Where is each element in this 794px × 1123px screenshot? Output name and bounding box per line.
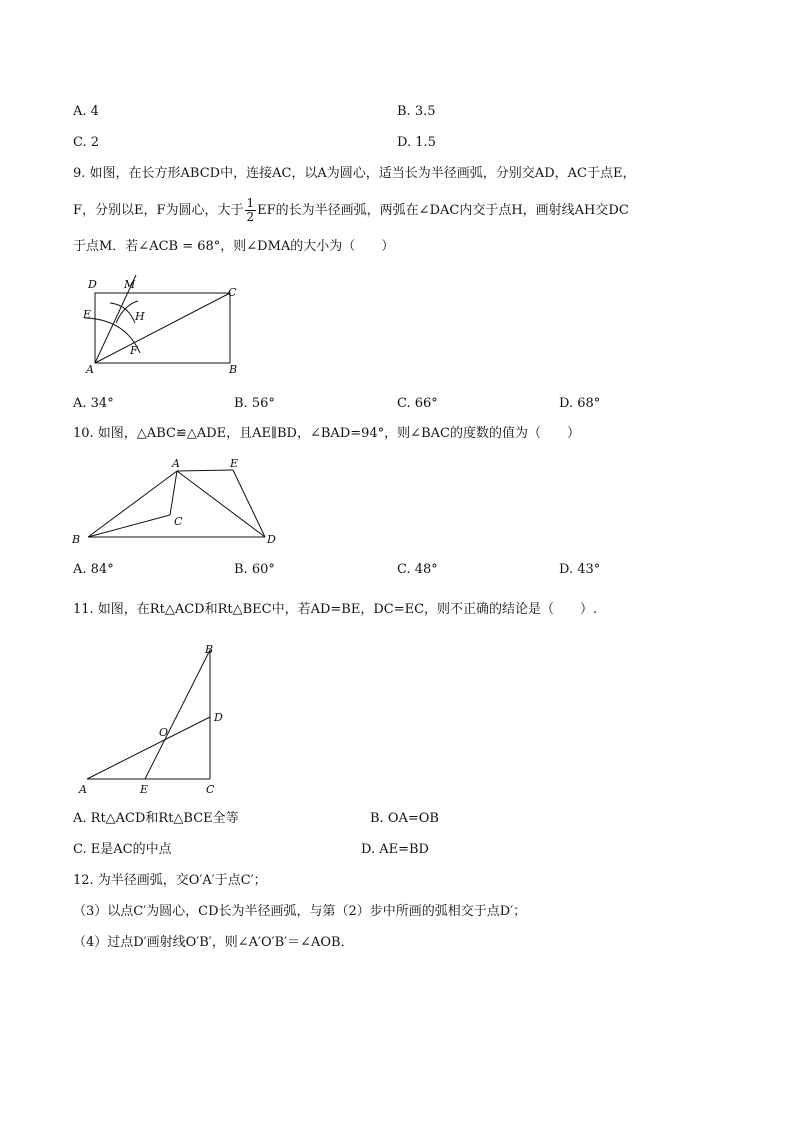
- q9-option-c: C. 66°: [397, 396, 438, 411]
- label-c: C: [206, 783, 215, 796]
- segment-ac: [170, 471, 177, 515]
- q10-stem: 10. 如图，△ABC≌△ADE，且AE∥BD，∠BAD=94°，则∠BAC的度数的值为（ ）: [73, 426, 580, 441]
- q9-option-b: B. 56°: [234, 396, 275, 411]
- q11-stem: 11. 如图，在Rt△ACD和Rt△BEC中，若AD=BE，DC=EC，则不正确的结论是（ ）.: [73, 602, 598, 617]
- label-b: B: [229, 363, 238, 376]
- q11-option-b: B. OA=OB: [370, 811, 439, 826]
- segment-ae: [177, 470, 233, 471]
- segment-eb: [145, 650, 210, 779]
- segment-ad: [177, 471, 265, 537]
- label-b: B: [72, 533, 81, 546]
- q10-option-d: D. 43°: [559, 562, 601, 577]
- label-f: F: [130, 344, 138, 357]
- segment-ba: [88, 471, 177, 537]
- q9-rectangle-figure: [80, 275, 255, 380]
- q10-option-b: B. 60°: [234, 562, 275, 577]
- label-h: H: [135, 310, 145, 323]
- q10-triangle-figure: [70, 455, 285, 550]
- label-c: C: [174, 515, 183, 528]
- q8-option-c: C. 2: [73, 135, 100, 150]
- label-d: D: [88, 278, 97, 291]
- q8-option-a: A. 4: [73, 104, 99, 119]
- q9-stem-line1: 9. 如图，在长方形ABCD中，连接AC，以A为圆心，适当长为半径画弧，分别交AD，AC于点E，: [73, 166, 636, 181]
- fraction-one-half: [245, 197, 257, 224]
- q9-stem-line3: 于点M．若∠ACB = 68°，则∠DMA的大小为（ ）: [73, 239, 395, 254]
- label-a: A: [86, 363, 94, 376]
- fraction-numerator: 1: [246, 196, 255, 210]
- label-a: A: [172, 457, 180, 470]
- label-m: M: [124, 278, 136, 291]
- label-e: E: [83, 308, 92, 321]
- q9-stem-line2: [73, 196, 629, 226]
- segment-bc: [88, 515, 170, 537]
- label-e: E: [140, 783, 149, 796]
- label-o: O: [159, 726, 169, 739]
- q11-option-a: A. Rt△ACD和Rt△BCE全等: [73, 811, 239, 826]
- label-b: B: [205, 643, 214, 656]
- q8-option-b: B. 3.5: [397, 104, 436, 119]
- label-a: A: [79, 783, 87, 796]
- segment-ad: [87, 717, 210, 779]
- q9-stem-line2-a: F，分别以E，F为圆心，大于: [73, 203, 244, 218]
- q11-option-d: D. AE=BD: [361, 842, 429, 857]
- q12-line3: （4）过点D′画射线O′B′，则∠A′O′B′＝∠AOB．: [73, 935, 354, 950]
- label-e: E: [230, 457, 239, 470]
- q11-option-c: C. E是AC的中点: [73, 842, 172, 857]
- q8-option-d: D. 1.5: [397, 135, 436, 150]
- q10-option-a: A. 84°: [73, 562, 114, 577]
- q11-right-triangle-figure: [75, 638, 235, 800]
- label-d: D: [214, 711, 223, 724]
- arc-h-1: [110, 303, 135, 323]
- segment-ed: [233, 470, 265, 537]
- q10-option-c: C. 48°: [397, 562, 438, 577]
- label-c: C: [228, 286, 237, 299]
- fraction-denominator: 2: [246, 210, 255, 224]
- q9-option-d: D. 68°: [559, 396, 601, 411]
- q12-line1: 12. 为半径画弧，交O′A′于点C′；: [73, 873, 267, 888]
- q9-stem-line2-b: EF的长为半径画弧，两弧在∠DAC内交于点H，画射线AH交DC: [257, 203, 629, 218]
- q12-line2: （3）以点C′为圆心，CD长为半径画弧，与第（2）步中所画的弧相交于点D′；: [73, 904, 527, 919]
- label-d: D: [267, 533, 276, 546]
- q9-option-a: A. 34°: [73, 396, 114, 411]
